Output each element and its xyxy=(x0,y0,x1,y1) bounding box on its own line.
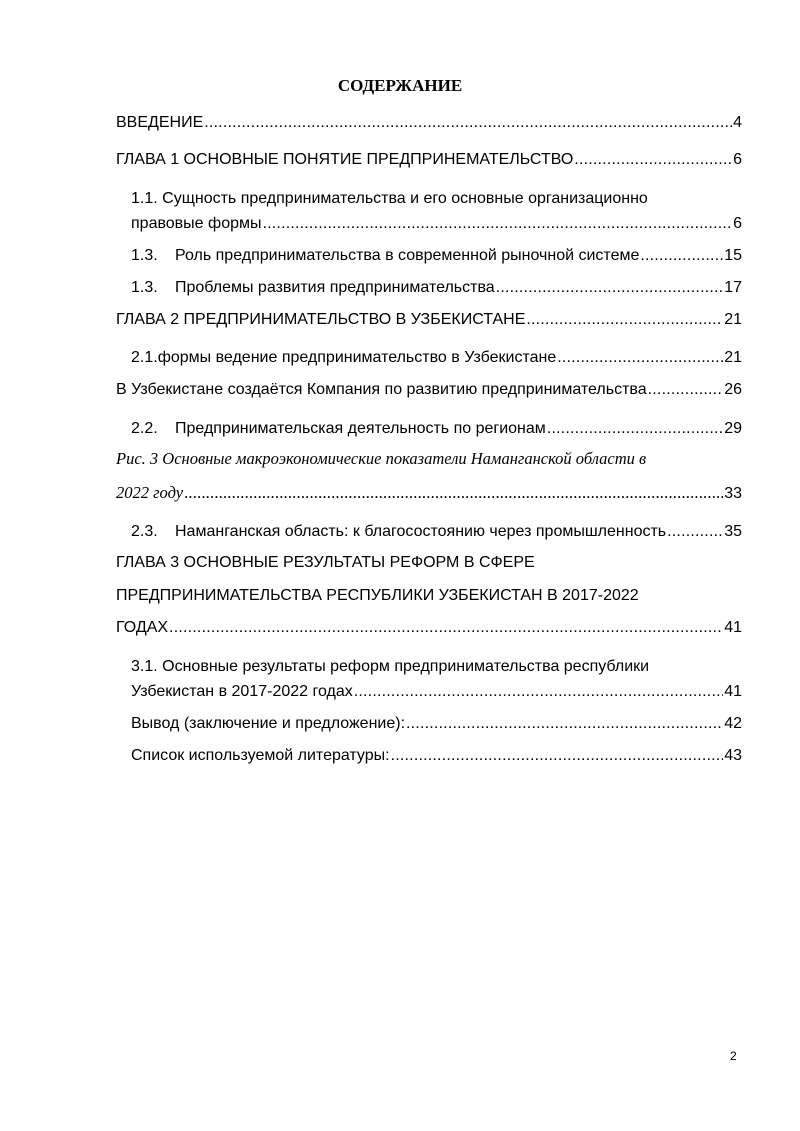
toc-leader-dots xyxy=(262,214,732,233)
toc-entry-text: ГЛАВА 2 ПРЕДПРИНИМАТЕЛЬСТВО В УЗБЕКИСТАНЕ xyxy=(116,311,526,328)
toc-leader-dots xyxy=(204,113,732,132)
toc-entry-text: Предпринимательская деятельность по регионам xyxy=(175,420,546,437)
toc-entry-number: 1.3. xyxy=(131,247,158,264)
toc-leader-dots xyxy=(391,746,724,765)
toc-entry-page: 29 xyxy=(724,420,742,437)
toc-leader-dots xyxy=(526,310,723,329)
toc-leader-dots xyxy=(574,150,732,169)
toc-entry-text: Наманганская область: к благосостоянию через промышленность xyxy=(175,523,667,540)
toc-leader-dots xyxy=(406,714,723,733)
toc-entry-text: 2022 году xyxy=(116,483,184,502)
toc-leader-dots xyxy=(648,380,724,399)
toc-entry-page: 21 xyxy=(724,349,742,366)
toc-entry-text-line1: 3.1. Основные результаты реформ предпринимательства республики xyxy=(131,658,650,675)
toc-leader-dots xyxy=(184,483,723,502)
toc-entry-number: 2.3. xyxy=(131,523,158,540)
toc-title: СОДЕРЖАНИЕ xyxy=(337,76,463,95)
toc-leader-dots xyxy=(547,419,723,438)
toc-entry-page: 33 xyxy=(724,485,742,502)
toc-entry-text-line2: ПРЕДПРИНИМАТЕЛЬСТВА РЕСПУБЛИКИ УЗБЕКИСТАН В 2017-2022 xyxy=(116,587,639,604)
toc-entry-text: В Узбекистане создаётся Компания по развитию предпринимательства xyxy=(116,381,647,398)
toc-leader-dots xyxy=(557,348,723,367)
toc-entry-text: ГЛАВА 1 ОСНОВНЫЕ ПОНЯТИЕ ПРЕДПРИНЕМАТЕЛЬСТВО xyxy=(116,151,574,168)
toc-entry-text: Список используемой литературы: xyxy=(131,747,390,764)
toc-entry-page: 17 xyxy=(724,279,742,296)
toc-leader-dots xyxy=(640,246,723,265)
toc-entry-page: 41 xyxy=(724,683,742,700)
toc-entry-page: 21 xyxy=(724,311,742,328)
toc-entry-page: 6 xyxy=(733,151,742,168)
toc-entry-page: 15 xyxy=(724,247,742,264)
toc-leader-dots xyxy=(667,522,723,541)
toc-entry-text: 2.1.формы ведение предпринимательство в Узбекистане xyxy=(131,349,557,366)
toc-entry-page: 4 xyxy=(733,114,742,131)
toc-entry-text: Вывод (заключение и предложение): xyxy=(131,715,406,732)
toc-entry-number: 2.2. xyxy=(131,420,158,437)
toc-entry-text: правовые формы xyxy=(131,215,262,232)
toc-entry-text-line1: Рис. 3 Основные макроэкономические показатели Наманганской области в xyxy=(116,449,647,468)
toc-entry-text: Узбекистан в 2017-2022 годах xyxy=(131,683,353,700)
toc-entry-page: 26 xyxy=(724,381,742,398)
toc-entry-page: 43 xyxy=(724,747,742,764)
toc-entry-page: 35 xyxy=(724,523,742,540)
toc-leader-dots xyxy=(354,682,723,701)
toc-leader-dots xyxy=(169,618,723,637)
toc-entry-text-line1: ГЛАВА 3 ОСНОВНЫЕ РЕЗУЛЬТАТЫ РЕФОРМ В СФЕРЕ xyxy=(116,554,535,571)
page-number: 2 xyxy=(730,1049,737,1063)
toc-leader-dots xyxy=(496,278,724,297)
toc-entry-page: 6 xyxy=(733,215,742,232)
toc-entry-text: ГОДАХ xyxy=(116,619,169,636)
toc-entry-page: 42 xyxy=(724,715,742,732)
toc-entry-text: Роль предпринимательства в современной рыночной системе xyxy=(175,247,640,264)
toc-entry-page: 41 xyxy=(724,619,742,636)
toc-entry-text-line1: 1.1. Сущность предпринимательства и его основные организационно xyxy=(131,190,648,207)
toc-entry-number: 1.3. xyxy=(131,279,158,296)
toc-entry-text: ВВЕДЕНИЕ xyxy=(116,114,204,131)
toc-entry-text: Проблемы развития предпринимательства xyxy=(175,279,495,296)
